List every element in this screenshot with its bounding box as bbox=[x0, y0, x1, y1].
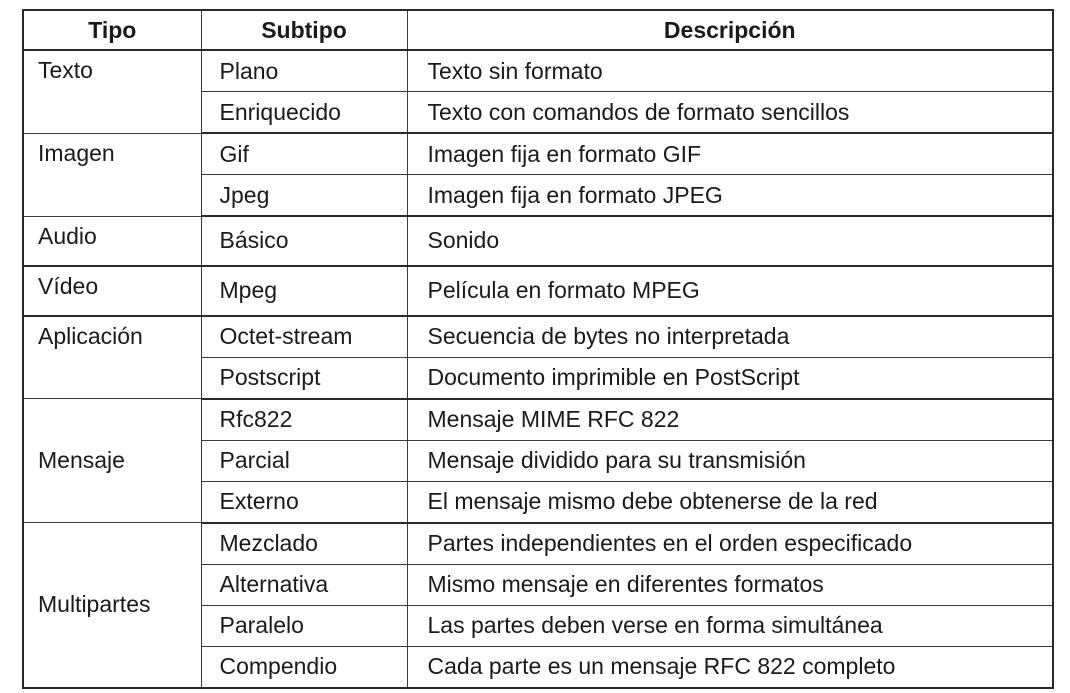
table-row bbox=[23, 216, 1053, 266]
table-body bbox=[23, 50, 1053, 688]
cell-subtipo: Mpeg bbox=[201, 266, 407, 316]
cell-subtipo: Externo bbox=[201, 481, 407, 523]
cell-subtipo: Enriquecido bbox=[201, 92, 407, 134]
cell-descripcion: Mismo mensaje en diferentes formatos bbox=[407, 564, 1053, 605]
cell-tipo: Vídeo bbox=[23, 266, 201, 316]
header-subtipo: Subtipo bbox=[201, 10, 407, 50]
cell-tipo: Texto bbox=[23, 50, 201, 133]
cell-subtipo: Mezclado bbox=[201, 523, 407, 565]
cell-descripcion: Secuencia de bytes no interpretada bbox=[407, 316, 1053, 358]
cell-descripcion: Mensaje MIME RFC 822 bbox=[407, 399, 1053, 441]
cell-descripcion: Las partes deben verse en forma simultánea bbox=[407, 605, 1053, 646]
cell-descripcion: Documento imprimible en PostScript bbox=[407, 357, 1053, 399]
cell-descripcion: Imagen fija en formato GIF bbox=[407, 133, 1053, 175]
cell-tipo: Multipartes bbox=[23, 523, 201, 688]
cell-subtipo: Postscript bbox=[201, 357, 407, 399]
cell-descripcion: Película en formato MPEG bbox=[407, 266, 1053, 316]
cell-descripcion: Sonido bbox=[407, 216, 1053, 266]
header-tipo: Tipo bbox=[23, 10, 201, 50]
cell-descripcion: Partes independientes en el orden especificado bbox=[407, 523, 1053, 565]
table-row bbox=[23, 523, 1053, 565]
cell-subtipo: Parcial bbox=[201, 440, 407, 481]
table-header bbox=[23, 10, 1053, 50]
mime-types-table bbox=[22, 9, 1054, 689]
cell-subtipo: Plano bbox=[201, 50, 407, 92]
cell-descripcion: El mensaje mismo debe obtenerse de la red bbox=[407, 481, 1053, 523]
cell-tipo: Imagen bbox=[23, 133, 201, 216]
header-descripcion: Descripción bbox=[407, 10, 1053, 50]
cell-subtipo: Compendio bbox=[201, 646, 407, 688]
cell-tipo: Mensaje bbox=[23, 399, 201, 523]
cell-descripcion: Cada parte es un mensaje RFC 822 completo bbox=[407, 646, 1053, 688]
table-row bbox=[23, 316, 1053, 358]
header-row bbox=[23, 10, 1053, 50]
cell-descripcion: Imagen fija en formato JPEG bbox=[407, 175, 1053, 217]
cell-tipo: Audio bbox=[23, 216, 201, 266]
cell-tipo: Aplicación bbox=[23, 316, 201, 399]
cell-subtipo: Octet-stream bbox=[201, 316, 407, 358]
table-row bbox=[23, 133, 1053, 175]
cell-descripcion: Mensaje dividido para su transmisión bbox=[407, 440, 1053, 481]
cell-subtipo: Gif bbox=[201, 133, 407, 175]
cell-subtipo: Paralelo bbox=[201, 605, 407, 646]
cell-subtipo: Alternativa bbox=[201, 564, 407, 605]
cell-subtipo: Básico bbox=[201, 216, 407, 266]
table-row bbox=[23, 50, 1053, 92]
cell-descripcion: Texto con comandos de formato sencillos bbox=[407, 92, 1053, 134]
table-row bbox=[23, 266, 1053, 316]
cell-descripcion: Texto sin formato bbox=[407, 50, 1053, 92]
cell-subtipo: Rfc822 bbox=[201, 399, 407, 441]
cell-subtipo: Jpeg bbox=[201, 175, 407, 217]
table-row bbox=[23, 399, 1053, 441]
